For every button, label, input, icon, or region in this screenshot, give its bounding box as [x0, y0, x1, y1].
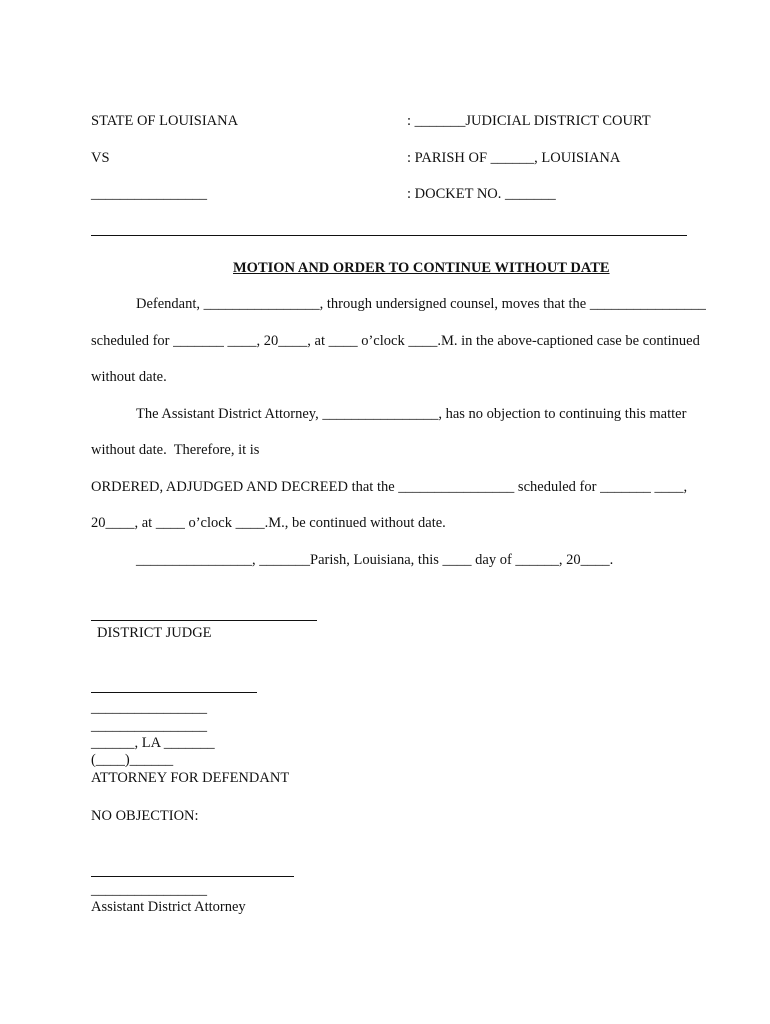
judge-signature-line — [91, 620, 317, 621]
ada-signature-line — [91, 876, 294, 877]
attorney-blank-2: ________________ — [91, 718, 207, 734]
ada-label: Assistant District Attorney — [91, 899, 246, 915]
caption-court: : _______JUDICIAL DISTRICT COURT — [407, 113, 651, 129]
ada-consent-line-1: The Assistant District Attorney, ________________, has no objection to continuing this matter — [136, 406, 687, 422]
attorney-signature-line — [91, 692, 257, 693]
caption-vs: VS — [91, 150, 110, 166]
order-line-2: 20____, at ____ o’clock ____.M., be continued without date. — [91, 515, 446, 531]
judge-label: DISTRICT JUDGE — [97, 625, 212, 641]
attorney-label: ATTORNEY FOR DEFENDANT — [91, 770, 290, 786]
caption-parish: : PARISH OF ______, LOUISIANA — [407, 150, 621, 166]
attorney-phone: (____)______ — [91, 752, 174, 768]
motion-line-3: without date. — [91, 369, 167, 385]
attorney-blank-1: ________________ — [91, 700, 207, 716]
attorney-city-state: ______, LA _______ — [91, 735, 215, 751]
order-line-1: ORDERED, ADJUDGED AND DECREED that the ________________ scheduled for _______ ____, — [91, 479, 688, 495]
no-objection-label: NO OBJECTION: — [91, 808, 199, 824]
ada-consent-line-2: without date. Therefore, it is — [91, 442, 260, 458]
ada-blank: ________________ — [91, 882, 207, 898]
document-title: MOTION AND ORDER TO CONTINUE WITHOUT DATE — [233, 260, 610, 276]
signed-date-line: ________________, _______Parish, Louisiana, this ____ day of ______, 20____. — [136, 552, 614, 568]
caption-divider — [91, 235, 687, 236]
motion-line-2: scheduled for _______ ____, 20____, at ____ o’clock ____.M. in the above-captioned case be continued — [91, 333, 700, 349]
caption-state: STATE OF LOUISIANA — [91, 113, 239, 129]
caption-party-blank: ________________ — [91, 186, 207, 202]
caption-docket: : DOCKET NO. _______ — [407, 186, 556, 202]
motion-line-1: Defendant, ________________, through undersigned counsel, moves that the ________________ — [136, 296, 706, 312]
